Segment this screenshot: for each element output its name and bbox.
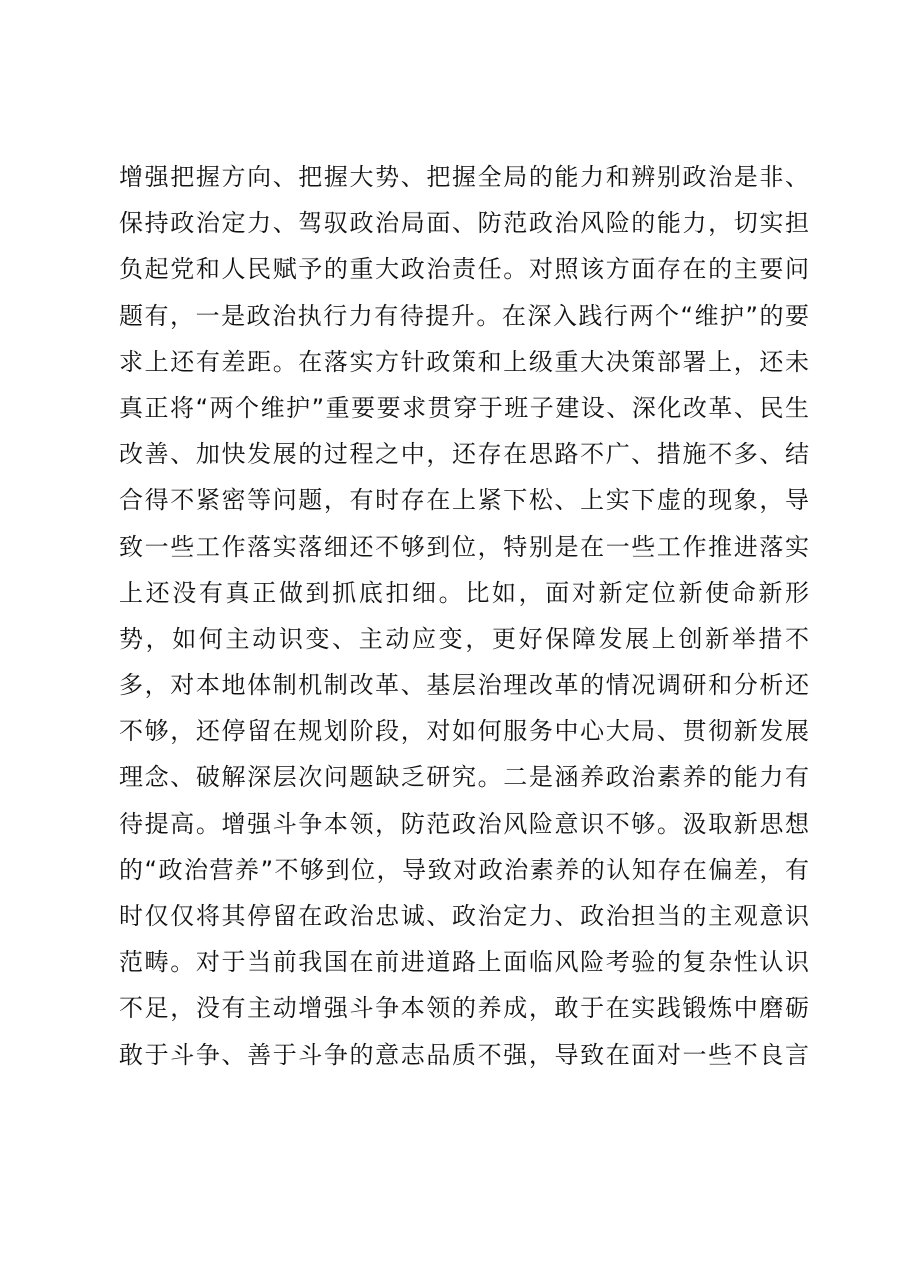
text-line-6: 真正将“两个维护”重要要求贯穿于班子建设、深化改革、民生 [119, 393, 809, 422]
text-line-12: 多，对本地体制机制改革、基层治理改革的情况调研和分析还 [119, 671, 809, 700]
text-line-16: 的“政治营养”不够到位，导致对政治素养的认知存在偏差，有 [119, 855, 809, 884]
text-line-14: 理念、破解深层次问题缺乏研究。二是涵养政治素养的能力有 [119, 763, 809, 792]
text-line-3: 负起党和人民赋予的重大政治责任。对照该方面存在的主要问 [119, 255, 809, 284]
body-text [119, 154, 809, 1078]
text-line-1: 增强把握方向、把握大势、把握全局的能力和辨别政治是非、 [119, 163, 809, 191]
text-line-13: 不够，还停留在规划阶段，对如何服务中心大局、贯彻新发展 [119, 717, 809, 746]
text-line-7: 改善、加快发展的过程之中，还存在思路不广、措施不多、结 [119, 440, 809, 469]
text-line-19: 不足，没有主动增强斗争本领的养成，敢于在实践锻炼中磨砺 [119, 994, 809, 1023]
text-line-8: 合得不紧密等问题，有时存在上紧下松、上实下虚的现象，导 [119, 486, 809, 515]
text-line-5: 求上还有差距。在落实方针政策和上级重大决策部署上，还未 [119, 347, 809, 376]
text-line-4: 题有，一是政治执行力有待提升。在深入践行两个“维护”的要 [119, 301, 809, 330]
text-line-2: 保持政治定力、驾驭政治局面、防范政治风险的能力，切实担 [119, 209, 809, 238]
text-line-9: 致一些工作落实落细还不够到位，特别是在一些工作推进落实 [119, 532, 809, 561]
text-line-10: 上还没有真正做到抓底扣细。比如，面对新定位新使命新形 [119, 578, 809, 607]
text-line-15: 待提高。增强斗争本领，防范政治风险意识不够。汲取新思想 [119, 809, 809, 838]
text-line-18: 范畴。对于当前我国在前进道路上面临风险考验的复杂性认识 [119, 948, 809, 977]
text-line-17: 时仅仅将其停留在政治忠诚、政治定力、政治担当的主观意识 [119, 902, 809, 930]
text-line-11: 势，如何主动识变、主动应变，更好保障发展上创新举措不 [119, 624, 809, 653]
text-line-20: 敢于斗争、善于斗争的意志品质不强，导致在面对一些不良言 [119, 1040, 809, 1069]
